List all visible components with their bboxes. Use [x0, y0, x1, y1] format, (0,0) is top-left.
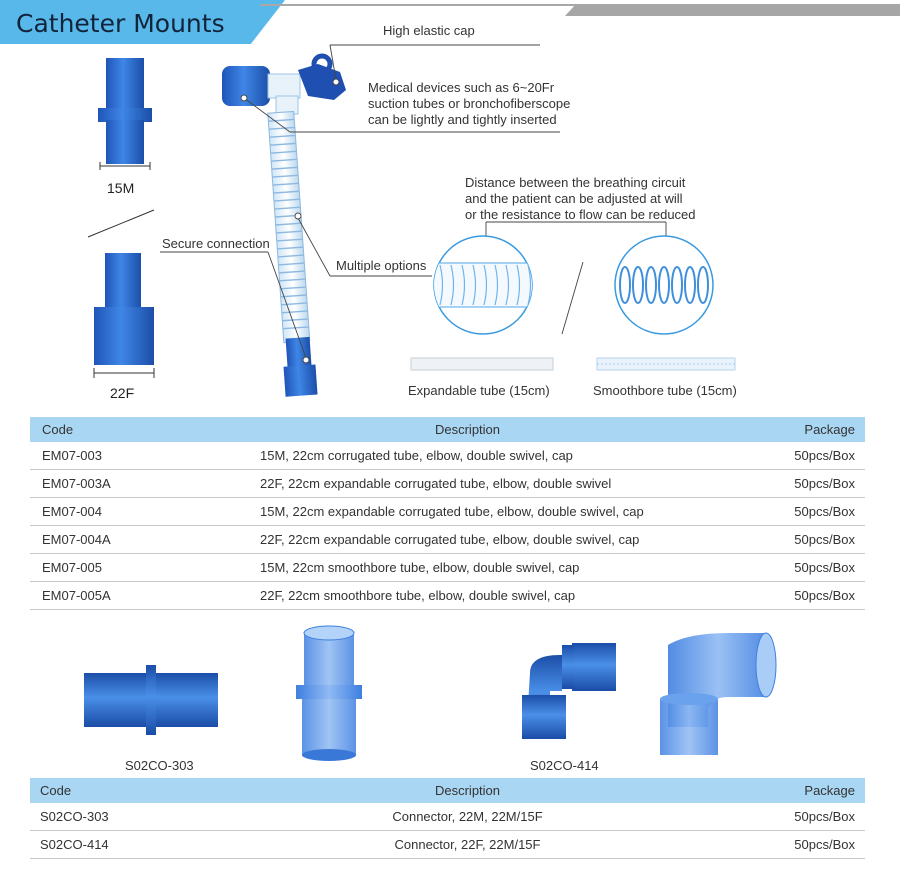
header-description: Description [434, 422, 501, 437]
cell-package: 50pcs/Box [794, 448, 855, 463]
cell-package: 50pcs/Box [794, 476, 855, 491]
connector-table [30, 778, 865, 859]
catheter-diagram [0, 0, 900, 410]
adapter-22f [94, 253, 154, 378]
cell-code: EM07-005A [42, 588, 111, 603]
header-description: Description [434, 783, 501, 798]
smoothbore-tube-strip [597, 358, 735, 370]
table-header [30, 417, 865, 442]
header-code: Code [40, 783, 72, 798]
connector-414-3d [660, 633, 776, 755]
table-row [30, 554, 865, 582]
cell-description: 15M, 22cm smoothbore tube, elbow, double swivel, cap [260, 560, 580, 575]
product-code-303: S02CO-303 [125, 758, 194, 773]
callout-distance-line2: and the patient can be adjusted at will [465, 191, 683, 206]
expandable-tube-closeup [430, 236, 538, 334]
callout-secure-connection: Secure connection [162, 236, 270, 251]
connector-303-3d [296, 626, 362, 761]
cell-description: 22F, 22cm expandable corrugated tube, elbow, double swivel, cap [260, 532, 640, 547]
cell-description: Connector, 22F, 22M/15F [394, 837, 541, 852]
smoothbore-tube-closeup [615, 236, 713, 334]
cell-description: 15M, 22cm expandable corrugated tube, elbow, double swivel, cap [260, 504, 644, 519]
table-row [30, 831, 865, 859]
connector-303-side [84, 665, 218, 735]
cell-code: S02CO-414 [40, 837, 109, 852]
size-label-22f: 22F [110, 385, 135, 401]
cell-package: 50pcs/Box [794, 532, 855, 547]
callout-distance-line3: or the resistance to flow can be reduced [465, 207, 696, 222]
header-package: Package [804, 783, 855, 798]
cell-package: 50pcs/Box [794, 588, 855, 603]
size-label-15m: 15M [107, 180, 135, 196]
expandable-tube-label: Expandable tube (15cm) [408, 383, 550, 398]
product-code-414: S02CO-414 [530, 758, 599, 773]
cell-package: 50pcs/Box [794, 809, 855, 824]
table-row [30, 442, 865, 470]
table-row [30, 470, 865, 498]
cell-code: EM07-004A [42, 532, 111, 547]
callout-multiple-options: Multiple options [336, 258, 427, 273]
cell-package: 50pcs/Box [794, 837, 855, 852]
cell-code: S02CO-303 [40, 809, 109, 824]
catheter-mount-table [30, 417, 865, 610]
cell-description: 15M, 22cm corrugated tube, elbow, double swivel, cap [260, 448, 573, 463]
table-row [30, 803, 865, 831]
table-header [30, 778, 865, 803]
smoothbore-tube-label: Smoothbore tube (15cm) [593, 383, 737, 398]
table-row [30, 498, 865, 526]
table-row [30, 526, 865, 554]
header-code: Code [42, 422, 74, 437]
cell-code: EM07-003A [42, 476, 111, 491]
callout-devices-line3: can be lightly and tightly inserted [368, 112, 557, 127]
divider-line [88, 210, 154, 237]
page-title: Catheter Mounts [16, 9, 225, 38]
cell-description: 22F, 22cm smoothbore tube, elbow, double swivel, cap [260, 588, 576, 603]
cell-code: EM07-003 [42, 448, 102, 463]
cell-description: 22F, 22cm expandable corrugated tube, elbow, double swivel [260, 476, 612, 491]
table-row [30, 582, 865, 610]
header-package: Package [804, 422, 855, 437]
callout-devices-line1: Medical devices such as 6~20Fr [368, 80, 555, 95]
cell-package: 50pcs/Box [794, 560, 855, 575]
adapter-15m [98, 58, 152, 170]
cell-description: Connector, 22M, 22M/15F [392, 809, 543, 824]
connector-images [0, 615, 900, 780]
callout-devices-line2: suction tubes or bronchofiberscope [368, 96, 571, 111]
cell-code: EM07-004 [42, 504, 102, 519]
catheter-mount [222, 56, 346, 397]
callout-distance-line1: Distance between the breathing circuit [465, 175, 686, 190]
callout-high-elastic-cap: High elastic cap [383, 23, 475, 38]
connector-414-side [522, 643, 616, 739]
cell-code: EM07-005 [42, 560, 102, 575]
cell-package: 50pcs/Box [794, 504, 855, 519]
expandable-tube-strip [411, 358, 553, 370]
